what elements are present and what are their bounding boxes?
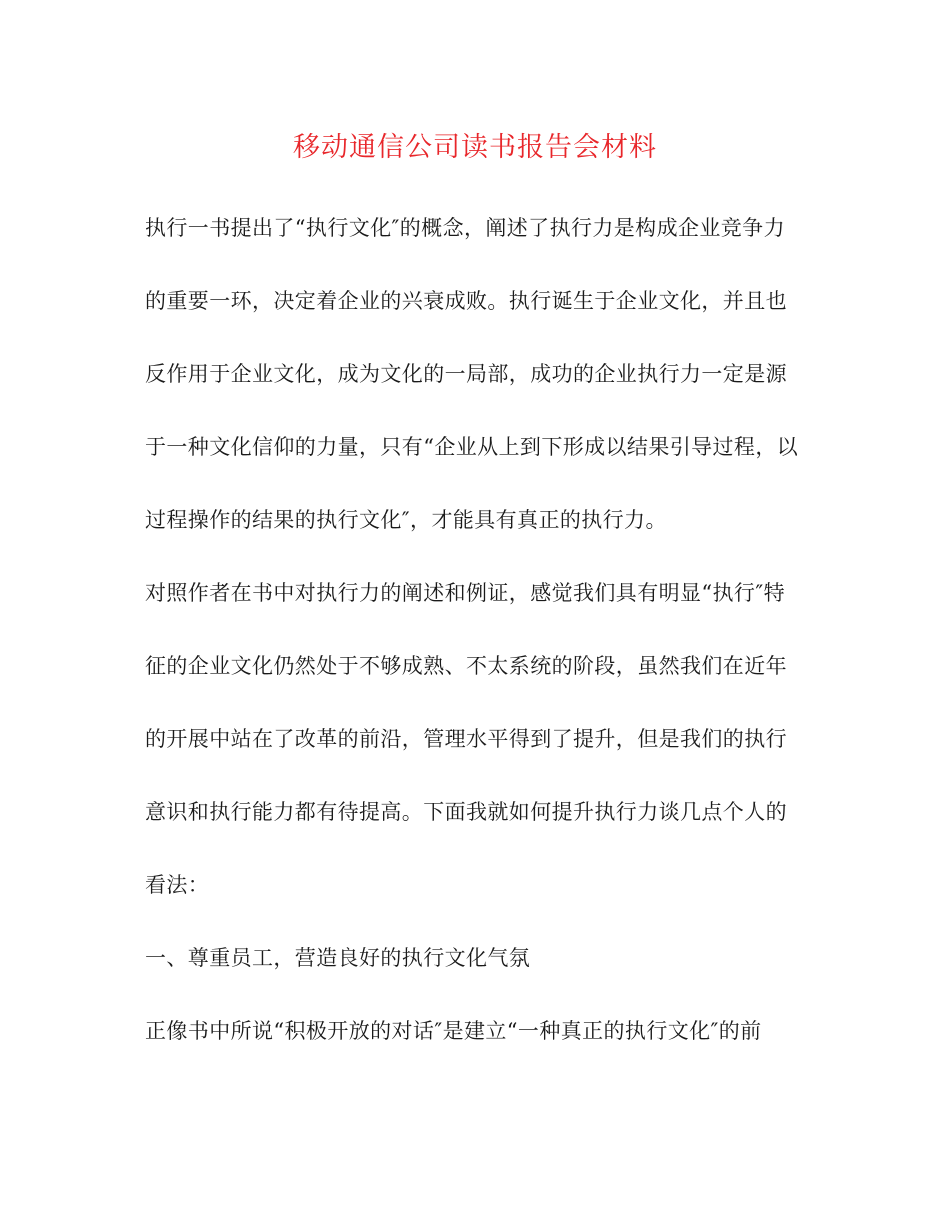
text-line: 意识和执行能力都有待提高。下面我就如何提升执行力谈几点个人的: [145, 800, 787, 824]
text-line: 看法：: [145, 873, 210, 897]
text-line: 的重要一环，决定着企业的兴衰成败。执行诞生于企业文化，并且也: [145, 289, 787, 313]
text-line: 反作用于企业文化，成为文化的一局部，成功的企业执行力一定是源: [145, 362, 787, 386]
text-line: 执行一书提出了“执行文化″的概念，阐述了执行力是构成企业竞争力: [145, 216, 785, 240]
document-title: 移动通信公司读书报告会材料: [293, 132, 657, 163]
text-line: 对照作者在书中对执行力的阐述和例证，感觉我们具有明显“执行″特: [145, 581, 785, 605]
text-line: 正像书中所说“积极开放的对话″是建立“一种真正的执行文化″的前: [145, 1019, 762, 1043]
section-heading: 一、尊重员工，营造良好的执行文化气氛: [145, 946, 531, 970]
text-line: 过程操作的结果的执行文化″，才能具有真正的执行力。: [145, 508, 667, 532]
text-line: 征的企业文化仍然处于不够成熟、不太系统的阶段，虽然我们在近年: [145, 654, 787, 678]
text-line: 于一种文化信仰的力量，只有“企业从上到下形成以结果引导过程，以: [145, 435, 799, 459]
text-line: 的开展中站在了改革的前沿，管理水平得到了提升，但是我们的执行: [145, 727, 787, 751]
document-body: [145, 213, 815, 1089]
